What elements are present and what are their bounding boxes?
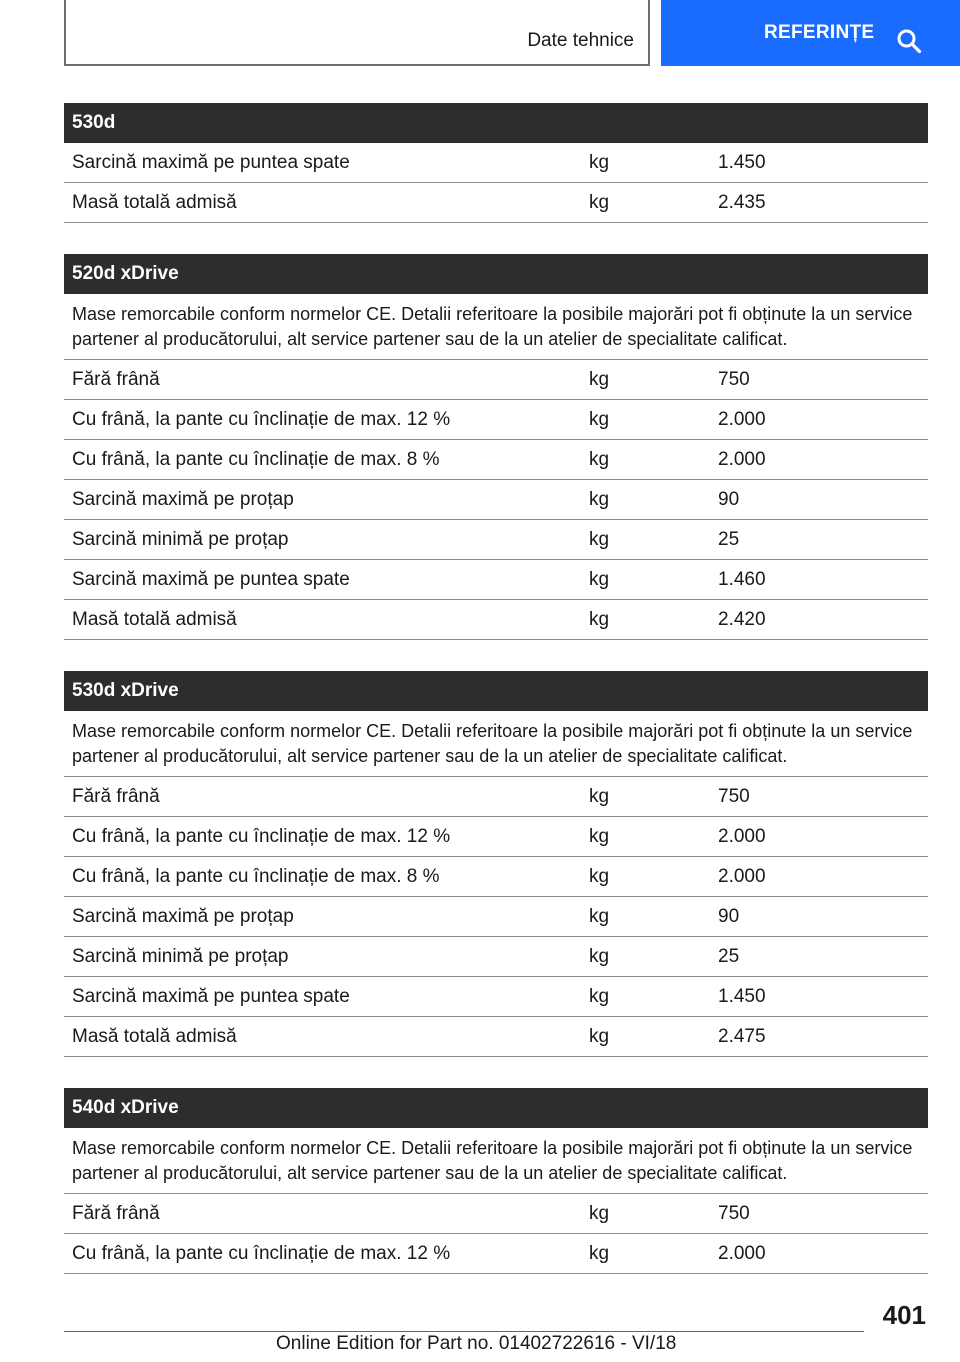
row-unit: kg: [589, 1202, 610, 1224]
table-row: [64, 1194, 928, 1234]
table-row: [64, 480, 928, 520]
section-title: 540d xDrive: [64, 1088, 928, 1128]
row-unit: kg: [589, 905, 610, 927]
row-unit: kg: [589, 1025, 610, 1047]
section-note: Mase remorcabile conform normelor CE. Detalii referitoare la posibile majorări pot fi obținute la un service partener al producătorului, alt service partener sau de la un atelier de specialitate calificat.: [64, 1128, 928, 1194]
table-row: [64, 817, 928, 857]
row-value: 2.000: [718, 865, 766, 887]
row-unit: kg: [589, 865, 610, 887]
row-value: 1.450: [718, 985, 766, 1007]
row-value: 1.450: [718, 151, 766, 173]
table-row: [64, 520, 928, 560]
table-row: [64, 857, 928, 897]
row-value: 2.420: [718, 608, 766, 630]
row-value: 25: [718, 528, 740, 550]
row-label: Fără frână: [72, 785, 160, 807]
section-note: Mase remorcabile conform normelor CE. Detalii referitoare la posibile majorări pot fi obținute la un service partener al producătorului, alt service partener sau de la un atelier de specialitate calificat.: [64, 294, 928, 360]
table-row: [64, 897, 928, 937]
row-value: 25: [718, 945, 740, 967]
page-number: 401: [882, 1300, 926, 1330]
spec-section: [64, 103, 928, 223]
table-row: [64, 400, 928, 440]
row-unit: kg: [589, 568, 610, 590]
row-unit: kg: [589, 985, 610, 1007]
section-title: 530d: [64, 103, 928, 143]
table-row: [64, 1017, 928, 1057]
row-unit: kg: [589, 448, 610, 470]
row-label: Fără frână: [72, 368, 160, 390]
row-unit: kg: [589, 368, 610, 390]
row-label: Cu frână, la pante cu înclinație de max. 12 %: [72, 1242, 451, 1264]
spec-section: [64, 1088, 928, 1274]
edition-note: Online Edition for Part no. 01402722616 - VI/18: [276, 1333, 677, 1354]
spec-section: [64, 254, 928, 640]
row-label: Sarcină maximă pe puntea spate: [72, 985, 350, 1007]
row-unit: kg: [589, 785, 610, 807]
table-row: [64, 977, 928, 1017]
row-value: 2.000: [718, 825, 766, 847]
references-label: REFERINȚE: [764, 22, 875, 43]
row-value: 750: [718, 368, 750, 390]
row-label: Sarcină minimă pe proțap: [72, 528, 289, 550]
search-icon[interactable]: [896, 28, 922, 54]
row-label: Cu frână, la pante cu înclinație de max. 8 %: [72, 865, 440, 887]
section-note: Mase remorcabile conform normelor CE. Detalii referitoare la posibile majorări pot fi obținute la un service partener al producătorului, alt service partener sau de la un atelier de specialitate calificat.: [64, 711, 928, 777]
row-label: Masă totală admisă: [72, 608, 237, 630]
row-unit: kg: [589, 488, 610, 510]
row-unit: kg: [589, 608, 610, 630]
references-button[interactable]: [661, 0, 960, 66]
page-header: [0, 0, 960, 66]
row-label: Cu frână, la pante cu înclinație de max. 8 %: [72, 448, 440, 470]
row-unit: kg: [589, 528, 610, 550]
row-value: 90: [718, 488, 740, 510]
row-unit: kg: [589, 191, 610, 213]
row-value: 2.435: [718, 191, 766, 213]
row-value: 90: [718, 905, 740, 927]
table-row: [64, 777, 928, 817]
table-row: [64, 600, 928, 640]
section-tab-label: Date tehnice: [527, 30, 634, 51]
row-label: Cu frână, la pante cu înclinație de max. 12 %: [72, 408, 451, 430]
row-label: Sarcină maximă pe proțap: [72, 488, 294, 510]
row-label: Sarcină maximă pe puntea spate: [72, 151, 350, 173]
table-row: [64, 143, 928, 183]
row-unit: kg: [589, 945, 610, 967]
row-label: Masă totală admisă: [72, 1025, 237, 1047]
row-value: 2.000: [718, 408, 766, 430]
row-label: Fără frână: [72, 1202, 160, 1224]
section-title: 520d xDrive: [64, 254, 928, 294]
row-value: 750: [718, 785, 750, 807]
table-row: [64, 183, 928, 223]
row-unit: kg: [589, 825, 610, 847]
row-label: Sarcină maximă pe puntea spate: [72, 568, 350, 590]
row-unit: kg: [589, 1242, 610, 1264]
table-row: [64, 560, 928, 600]
table-row: [64, 937, 928, 977]
row-unit: kg: [589, 151, 610, 173]
table-row: [64, 1234, 928, 1274]
row-label: Cu frână, la pante cu înclinație de max. 12 %: [72, 825, 451, 847]
row-value: 2.475: [718, 1025, 766, 1047]
row-label: Sarcină minimă pe proțap: [72, 945, 289, 967]
row-unit: kg: [589, 408, 610, 430]
row-value: 2.000: [718, 448, 766, 470]
row-label: Sarcină maximă pe proțap: [72, 905, 294, 927]
table-row: [64, 440, 928, 480]
row-label: Masă totală admisă: [72, 191, 237, 213]
table-row: [64, 360, 928, 400]
section-title: 530d xDrive: [64, 671, 928, 711]
spec-tables: [64, 103, 928, 1305]
row-value: 1.460: [718, 568, 766, 590]
row-value: 2.000: [718, 1242, 766, 1264]
spec-section: [64, 671, 928, 1057]
footer-divider: [64, 1331, 864, 1332]
section-tab[interactable]: [64, 0, 650, 66]
row-value: 750: [718, 1202, 750, 1224]
